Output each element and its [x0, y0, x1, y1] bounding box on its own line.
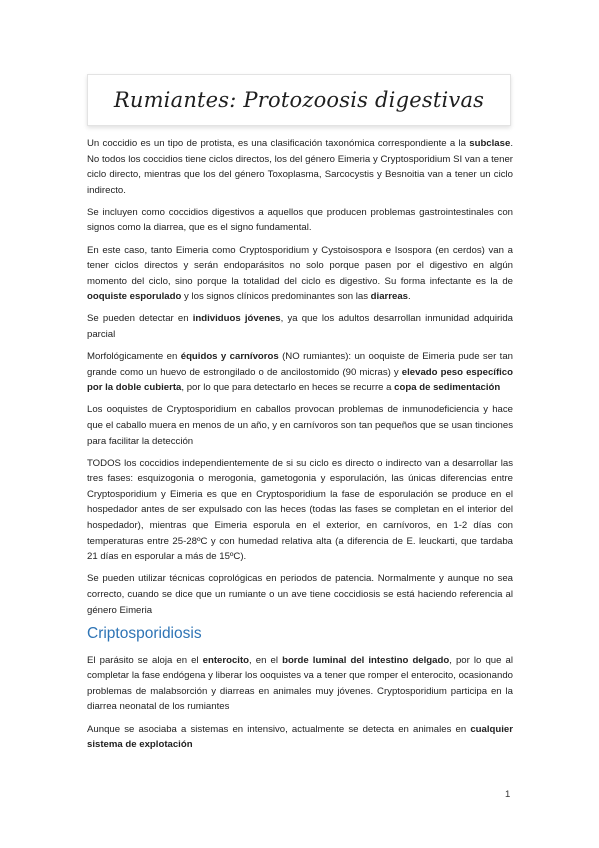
section-heading-criptosporidiosis: Criptosporidiosis [87, 624, 202, 642]
paragraph-coccidios-digestivos [87, 205, 513, 236]
text-run: Se incluyen como coccidios digestivos a aquellos que producen problemas gastrointestinales con signos como la diarrea, que es el signo fundamental. [87, 206, 513, 234]
text-run: , por lo que para detectarlo en heces se recurre a [181, 382, 395, 394]
paragraph-ciclos-directos [87, 243, 513, 305]
text-run: Se pueden detectar en [87, 313, 193, 325]
document-body [87, 136, 513, 759]
bold-text-run: équidos y carnívoros [180, 351, 279, 363]
bold-text-run: copa de sedimentación [394, 382, 501, 394]
text-run: Morfológicamente en [87, 351, 181, 363]
bold-text-run: ooquiste esporulado [87, 291, 182, 303]
text-run: (NO rumiantes): un ooquiste de Eimeria pude ser tan grande como un huevo de estrongilado o de ancilostomido (90 micras) y [87, 351, 513, 378]
title-box [87, 74, 511, 126]
text-run: En este caso, tanto Eimeria como Cryptosporidium y Cystoisospora e Isospora (en cerdos) van a tener ciclos directos y serán endoparásitos no solo porque pasen por el digestivo en algún momento del ciclo, sino porque la totalidad del ciclo es digestivo. Su forma infectante es la de [87, 244, 513, 287]
text-run: TODOS los coccidios independientemente de si su ciclo es directo o indirecto van a desarrollar las tres fases: esquizogonia o merogonia, gametogonia y esporulación, las únicas diferencias entre Cryptosporidium y Eimeria es que en Cryptosporidium la fase de esporulación se produce en el hospedador antes de ser expulsado con las heces (todas las fases se completan en el interior del hospedador), mientras que Eimeria esporula en el exterior, en carnívoros, en 1-2 días con temperaturas entre 25-28ºC y con humedad relativa alta (a diferencia de E. leuckarti, que tardaba 21 días en esporular a más de 15ºC). [87, 457, 513, 563]
document-title: Rumiantes: Protozoosis digestivas [113, 88, 485, 112]
text-run: Aunque se asociaba a sistemas en intensivo, actualmente se detecta en animales en [87, 723, 471, 735]
text-run: Se pueden utilizar técnicas coprológicas en periodos de patencia. Normalmente y aunque no sea correcto, cuando se dice que un rumiante o un ave tiene coccidiosis se está haciendo referencia al género Eimeria [87, 573, 513, 616]
bold-text-run: subclase [469, 138, 511, 149]
text-run: . [408, 291, 411, 303]
text-run: Un coccidio es un tipo de protista, es una clasificación taxonómica correspondiente a la [87, 138, 470, 149]
bold-text-run: enterocito [202, 654, 250, 666]
bold-text-run: borde luminal del intestino delgado [282, 654, 450, 666]
text-run: Los ooquistes de Cryptosporidium en caballos provocan problemas de inmunodeficiencia y hace que el caballo muera en menos de un año, y en carnívoros son tan pequeños que se usan tinciones para facilitar la detección [87, 404, 513, 447]
text-run: , por lo que al completar la fase endógena y liberar los ooquistes va a tener que romper el enterocito, ocasionando problemas de malabsorción y diarreas en animales muy jóvenes. Cryptosporidium participa en la diarrea neonatal de los rumiantes [87, 654, 513, 713]
paragraph-sistemas-explotacion [87, 722, 513, 753]
text-run: El parásito se aloja en el [87, 654, 203, 666]
paragraph-tecnicas-coprologicas [87, 571, 513, 618]
paragraph-ooquistes-caballos [87, 402, 513, 449]
text-run: , en el [249, 654, 283, 666]
text-run: y los signos clínicos predominantes son las [181, 291, 371, 303]
bold-text-run: individuos jóvenes [192, 313, 281, 325]
bold-text-run: cualquier sistema de explotación [87, 723, 513, 751]
bold-text-run: elevado peso específico por la doble cubierta [87, 366, 513, 394]
bold-text-run: diarreas [370, 291, 409, 303]
paragraph-morfologia [87, 349, 513, 396]
page-number: 1 [505, 789, 511, 800]
text-run: . No todos los coccidios tiene ciclos directos, los del género Eimeria y Cryptosporidium SI van a tener ciclo directo, mientras que los del género Toxoplasma, Sarcocystis y Besnoitia van a tener un ciclo indirecto. [87, 138, 513, 196]
text-run: , ya que los adultos desarrollan inmunidad adquirida parcial [87, 313, 513, 341]
paragraph-fases-coccidios [87, 456, 513, 565]
paragraph-coccidio-definition [87, 136, 513, 198]
paragraph-individuos-jovenes [87, 311, 513, 342]
paragraph-enterocito [87, 653, 513, 715]
